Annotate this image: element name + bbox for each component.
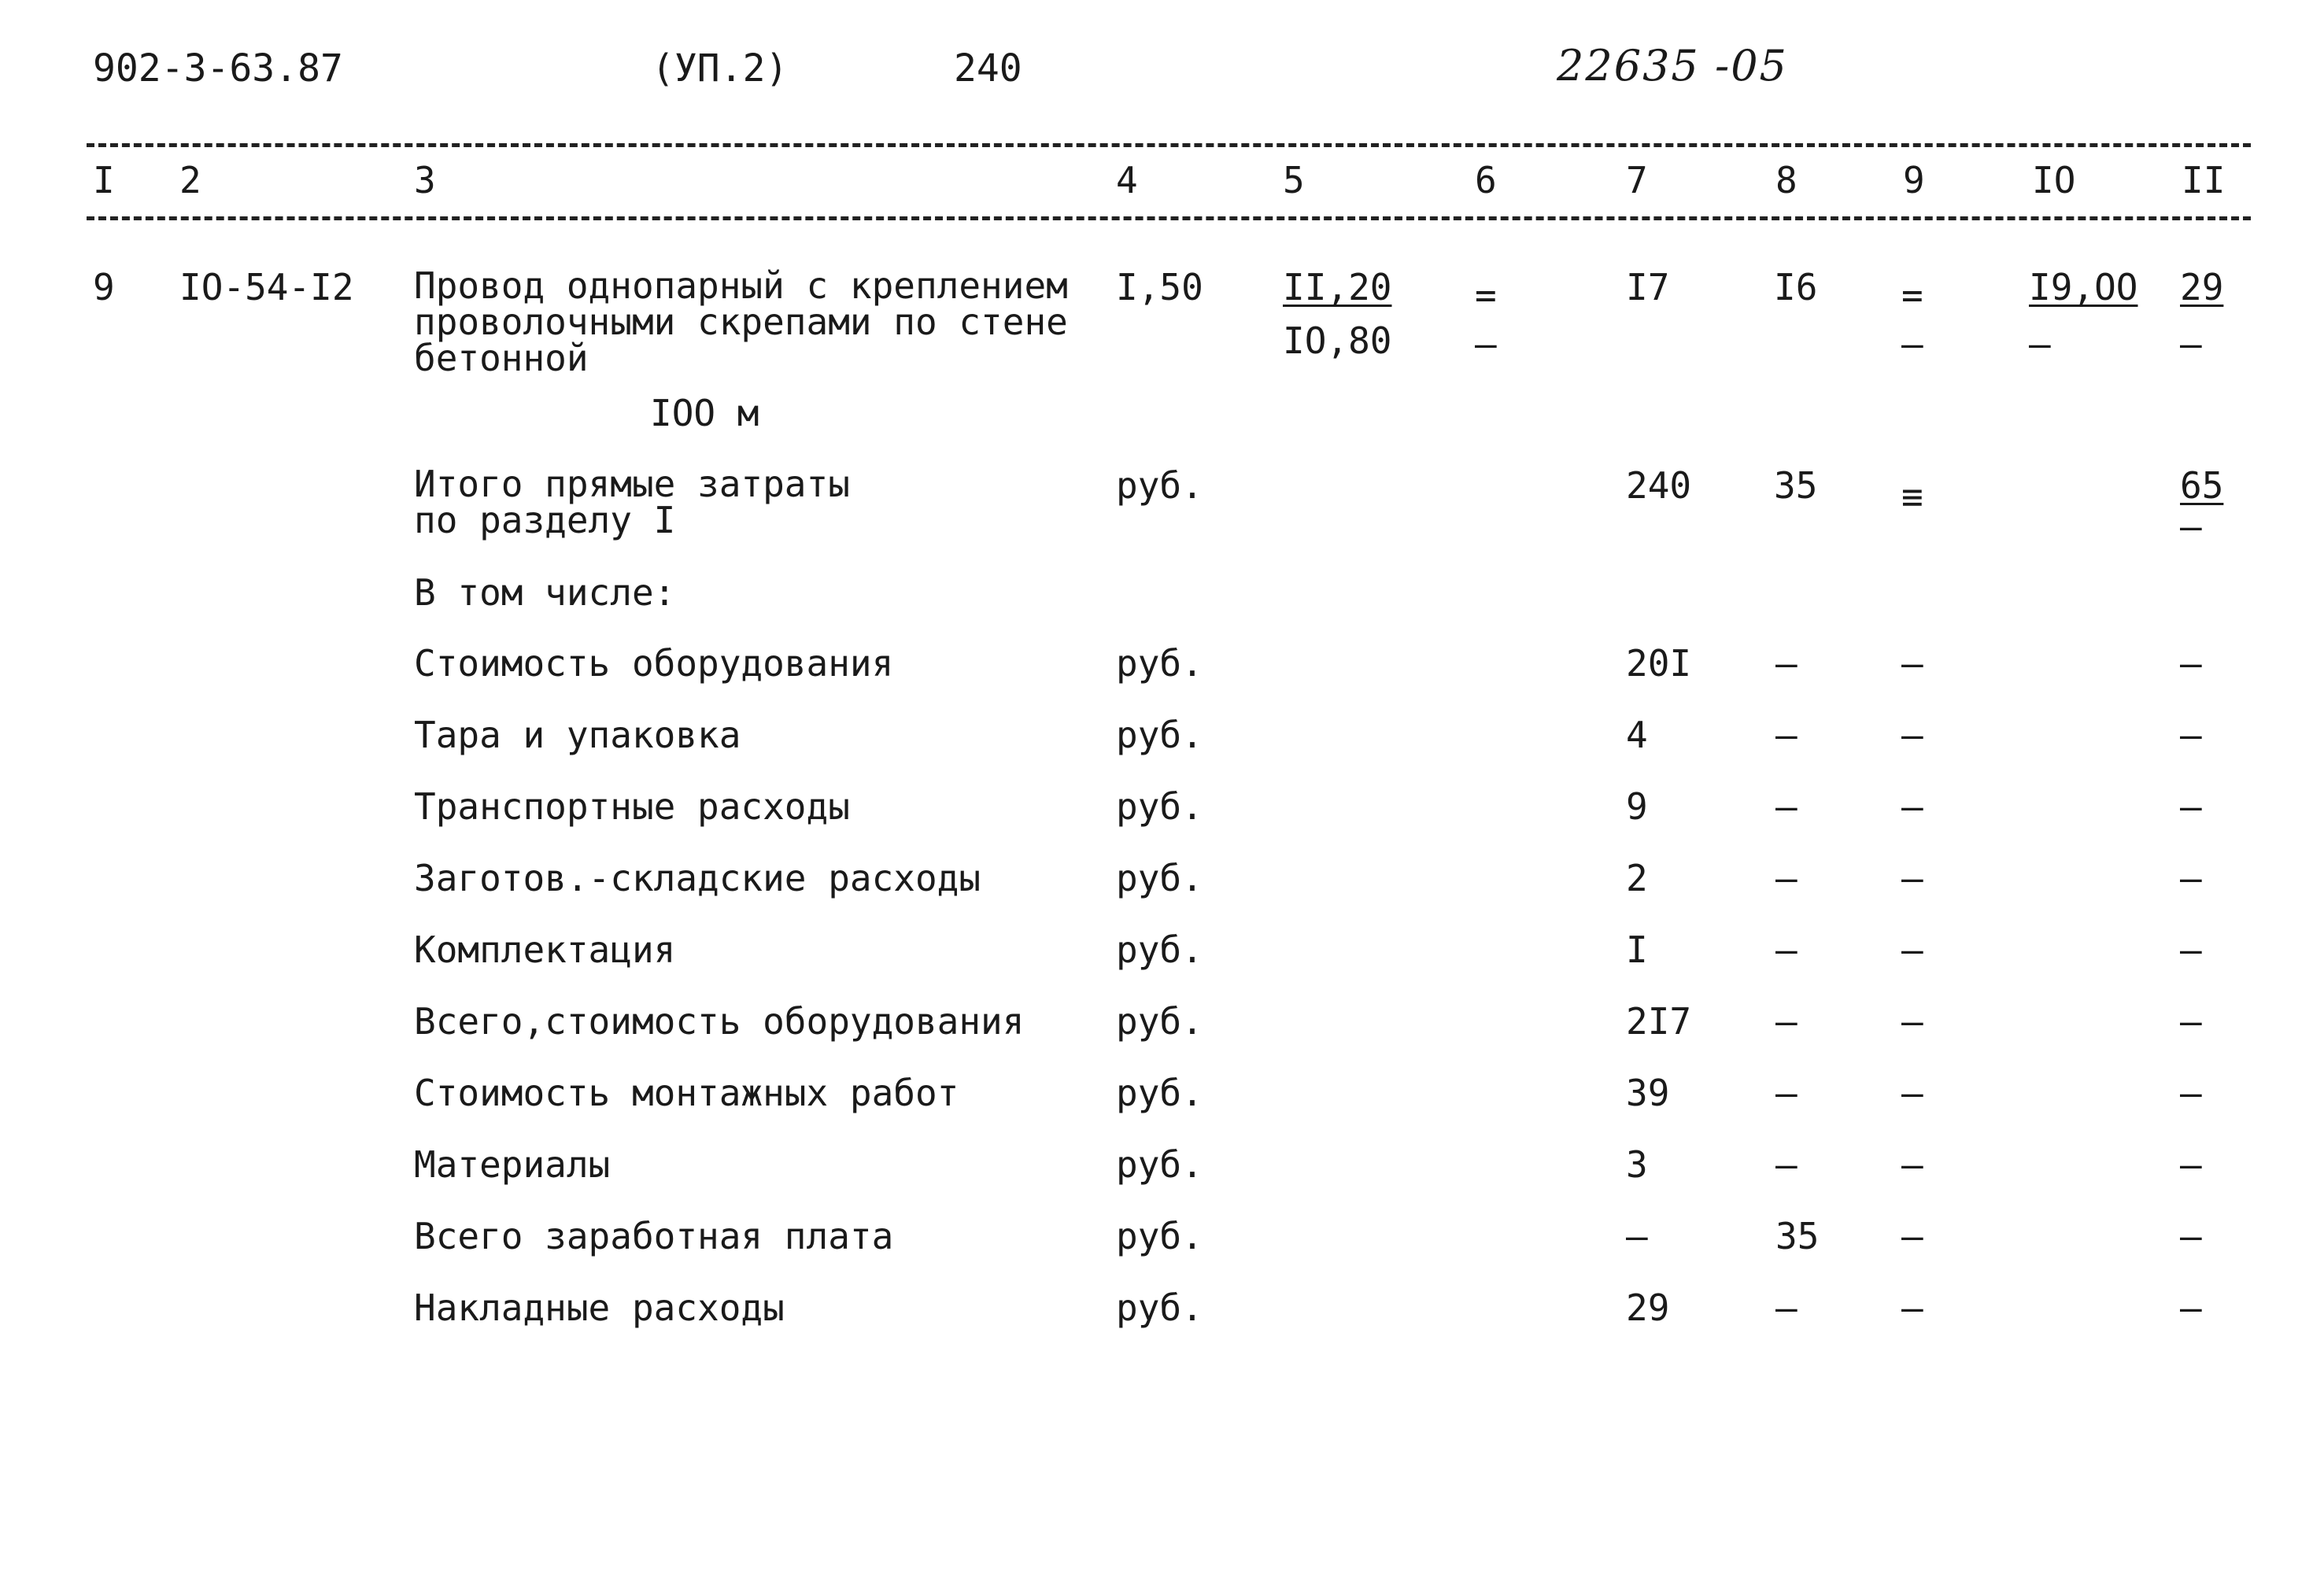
document-code: 902-3-63.87 [93, 46, 343, 90]
col-header-10: IO [2032, 159, 2076, 201]
row-col9: – [1901, 857, 1923, 899]
row-unit: руб. [1116, 928, 1203, 971]
row-col7: I [1626, 928, 1648, 971]
row-col7: 2I7 [1626, 1000, 1692, 1043]
row-unit: руб. [1116, 1287, 1203, 1329]
row-col9: – [1901, 1000, 1923, 1043]
row-unit: руб. [1116, 1072, 1203, 1114]
item-col11-top: 29 [2180, 266, 2224, 308]
row-col8: 35 [1775, 1215, 1820, 1257]
row-col8: – [1775, 1000, 1797, 1043]
row-col11: – [2180, 1215, 2202, 1257]
total-col8: 35 [1774, 464, 1818, 507]
row-label: Тара и упаковка [414, 714, 741, 756]
row-col9: – [1901, 1215, 1923, 1257]
row-label: Накладные расходы [414, 1287, 785, 1329]
item-code: IO-54-I2 [179, 266, 354, 308]
row-col7: 20I [1626, 642, 1692, 685]
row-col7: 39 [1626, 1072, 1670, 1114]
item-col5-bottom: IO,80 [1283, 319, 1392, 362]
item-unit: IOO м [650, 392, 759, 434]
row-label: Всего заработная плата [414, 1215, 894, 1257]
row-col7: – [1626, 1215, 1648, 1257]
row-col8: – [1775, 857, 1797, 899]
row-col8: – [1775, 714, 1797, 756]
row-col8: – [1775, 1143, 1797, 1186]
item-col8: I6 [1774, 266, 1818, 308]
total-col9: ≡ [1901, 475, 1923, 518]
row-col9: – [1901, 714, 1923, 756]
row-unit: руб. [1116, 1215, 1203, 1257]
row-col8: – [1775, 928, 1797, 971]
col-header-7: 7 [1626, 159, 1648, 201]
item-col10-bottom: – [2029, 323, 2051, 365]
row-col11: – [2180, 1000, 2202, 1043]
col-header-9: 9 [1903, 159, 1925, 201]
col-header-11: II [2182, 159, 2226, 201]
total-col11-top: 65 [2180, 464, 2224, 507]
header-rule-bottom [87, 216, 2251, 220]
row-unit: руб. [1116, 857, 1203, 899]
row-col11: – [2180, 785, 2202, 828]
item-col9-bottom: – [1901, 323, 1923, 365]
archive-stamp-number: 22635 -05 [1557, 41, 1788, 90]
row-label: Транспортные расходы [414, 785, 850, 828]
row-label: Материалы [414, 1143, 611, 1186]
col-header-2: 2 [179, 159, 201, 201]
item-name-line-2: проволочными скрепами по стене [414, 301, 1068, 343]
page-number: 240 [954, 46, 1022, 90]
item-col6-bottom: – [1475, 323, 1497, 365]
row-col8: – [1775, 1287, 1797, 1329]
row-col7: 9 [1626, 785, 1648, 828]
item-name-line-3: бетонной [414, 337, 589, 379]
total-unit: руб. [1116, 464, 1203, 507]
row-label: Стоимость монтажных работ [414, 1072, 959, 1114]
row-col9: – [1901, 1287, 1923, 1329]
row-col8: – [1775, 785, 1797, 828]
total-label-line-1: Итого прямые затраты [414, 463, 850, 505]
row-col8: – [1775, 1072, 1797, 1114]
row-unit: руб. [1116, 714, 1203, 756]
row-col11: – [2180, 857, 2202, 899]
item-number: 9 [93, 266, 115, 308]
row-col7: 4 [1626, 714, 1648, 756]
item-col6-top: = [1475, 274, 1497, 316]
row-col9: – [1901, 1072, 1923, 1114]
item-col9-top: = [1901, 274, 1923, 316]
row-col7: 2 [1626, 857, 1648, 899]
col-header-1: I [93, 159, 115, 201]
including-label: В том числе: [414, 571, 676, 614]
header-rule-top [87, 143, 2251, 147]
row-unit: руб. [1116, 1000, 1203, 1043]
row-col9: – [1901, 785, 1923, 828]
row-col9: – [1901, 928, 1923, 971]
total-col7: 240 [1626, 464, 1692, 507]
row-col11: – [2180, 1072, 2202, 1114]
row-label: Заготов.-складские расходы [414, 857, 981, 899]
item-col10-top: I9,OO [2029, 266, 2138, 308]
col-header-3: 3 [414, 159, 436, 201]
col-header-8: 8 [1775, 159, 1797, 201]
item-col5-top: II,20 [1283, 266, 1392, 308]
row-col11: – [2180, 928, 2202, 971]
row-unit: руб. [1116, 642, 1203, 685]
row-label: Комплектация [414, 928, 676, 971]
total-label-line-2: по разделу I [414, 499, 676, 541]
item-quantity: I,50 [1116, 266, 1203, 308]
row-unit: руб. [1116, 1143, 1203, 1186]
row-col11: – [2180, 1287, 2202, 1329]
col-header-6: 6 [1475, 159, 1497, 201]
row-col7: 3 [1626, 1143, 1648, 1186]
row-label: Стоимость оборудования [414, 642, 894, 685]
row-label: Всего,стоимость оборудования [414, 1000, 1025, 1043]
album-number: (УП.2) [652, 46, 789, 90]
row-col9: – [1901, 642, 1923, 685]
col-header-4: 4 [1116, 159, 1138, 201]
row-col11: – [2180, 642, 2202, 685]
row-col8: – [1775, 642, 1797, 685]
row-unit: руб. [1116, 785, 1203, 828]
row-col9: – [1901, 1143, 1923, 1186]
item-col7: I7 [1626, 266, 1670, 308]
item-col11-bottom: – [2180, 323, 2202, 365]
row-col11: – [2180, 714, 2202, 756]
row-col11: – [2180, 1143, 2202, 1186]
total-col11-bottom: – [2180, 505, 2202, 548]
col-header-5: 5 [1283, 159, 1305, 201]
row-col7: 29 [1626, 1287, 1670, 1329]
item-name-line-1: Провод однопарный с креплением [414, 264, 1068, 307]
